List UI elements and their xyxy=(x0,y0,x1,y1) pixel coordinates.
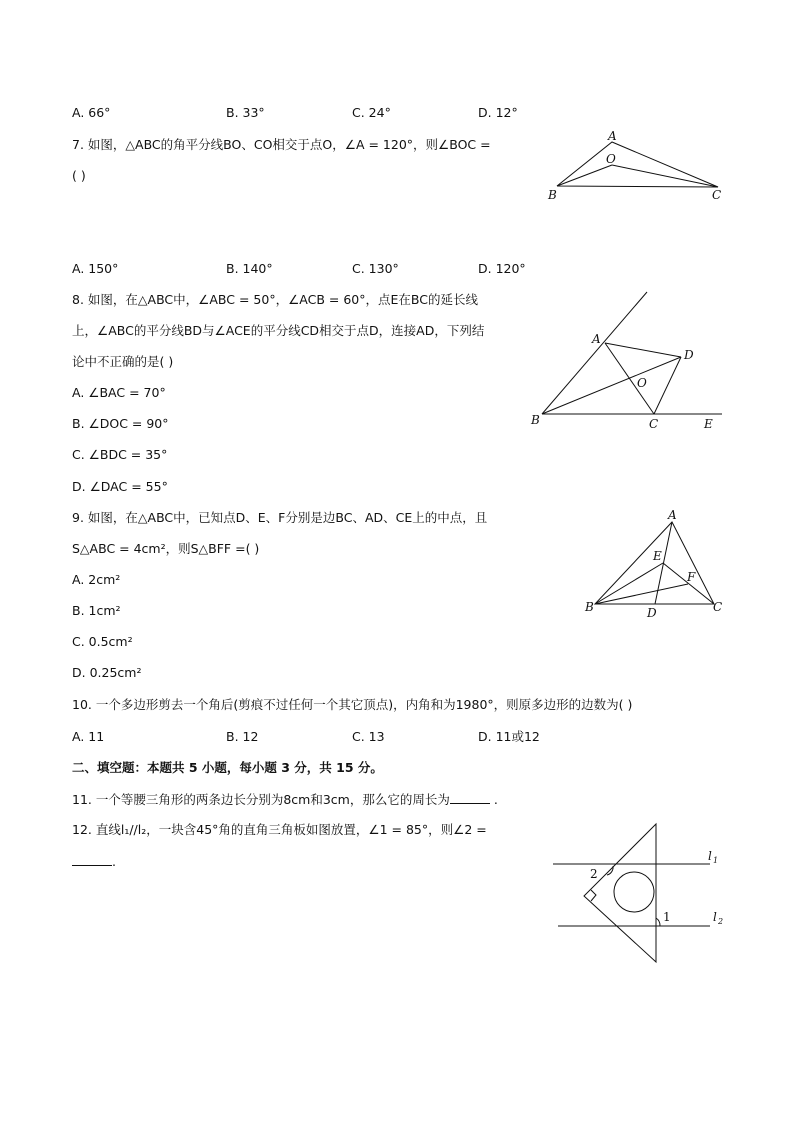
q7-label-o: O xyxy=(606,152,616,166)
q10-option-c: C. 13 xyxy=(352,729,385,744)
q7-option-b: B. 140° xyxy=(226,261,273,276)
q6-option-d: D. 12° xyxy=(478,105,518,120)
q8-stem-line2: 上，∠ABC的平分线BD与∠ACE的平分线CD相交于点D，连接AD，下列结 xyxy=(72,323,485,338)
q8-option-c: C. ∠BDC = 35° xyxy=(72,447,168,462)
q8-label-o: O xyxy=(637,376,647,390)
q12-answer-blank[interactable] xyxy=(72,853,112,866)
q7-label-c: C xyxy=(712,188,722,202)
q9-option-a: A. 2cm² xyxy=(72,572,121,587)
q8-stem-line1: 8. 如图，在△ABC中，∠ABC = 50°，∠ACB = 60°，点E在BC的延长线 xyxy=(72,292,478,307)
q12-l1-sub: 1 xyxy=(713,856,719,865)
q8-option-a: A. ∠BAC = 70° xyxy=(72,385,166,400)
q7-stem-line1: 7. 如图，△ABC的角平分线BO、CO相交于点O，∠A = 120°，则∠BOC = xyxy=(72,137,491,152)
q6-option-c: C. 24° xyxy=(352,105,391,120)
q12-line2 xyxy=(72,853,116,870)
q7-option-c: C. 130° xyxy=(352,261,399,276)
q8-stem-line3: 论中不正确的是( ) xyxy=(72,354,174,369)
q9-stem-line1: 9. 如图，在△ABC中，已知点D、E、F分别是边BC、AD、CE上的中点，且 xyxy=(72,510,488,525)
q7-label-b: B xyxy=(548,188,557,202)
q7-stem-line2: ( ) xyxy=(72,168,86,183)
q7-label-a: A xyxy=(608,129,617,143)
q8-label-d: D xyxy=(684,348,694,362)
q10-option-a: A. 11 xyxy=(72,729,105,744)
q6-option-b: B. 33° xyxy=(226,105,265,120)
q8-label-e: E xyxy=(704,417,713,431)
q9-label-d: D xyxy=(647,606,657,620)
q9-label-b: B xyxy=(585,600,594,614)
q9-figure xyxy=(580,505,730,620)
q8-label-a: A xyxy=(592,332,601,346)
q6-option-a: A. 66° xyxy=(72,105,111,120)
q10-stem: 10. 一个多边形剪去一个角后(剪痕不过任何一个其它顶点)，内角和为1980°，则原多边形的边数为( ) xyxy=(72,697,633,712)
q9-option-c: C. 0.5cm² xyxy=(72,634,133,649)
q9-stem-line2: S△ABC = 4cm²，则S△BFF =( ) xyxy=(72,541,260,556)
q8-label-b: B xyxy=(531,413,540,427)
q10-option-b: B. 12 xyxy=(226,729,259,744)
q11-tail: . xyxy=(493,792,498,807)
q9-label-a: A xyxy=(668,508,677,522)
q9-label-c: C xyxy=(713,600,723,614)
q12-tail: . xyxy=(112,854,116,869)
q7-option-a: A. 150° xyxy=(72,261,119,276)
q12-l1-label: l xyxy=(708,849,712,863)
q12-l2-sub: 2 xyxy=(718,917,724,926)
section2-heading: 二、填空题：本题共 5 小题，每小题 3 分，共 15 分。 xyxy=(72,760,383,775)
q8-option-b: B. ∠DOC = 90° xyxy=(72,416,169,431)
q11-line xyxy=(72,791,498,808)
q8-figure xyxy=(525,285,735,435)
q12-angle1-label: 1 xyxy=(663,910,671,924)
q12-figure xyxy=(550,820,730,970)
q8-label-c: C xyxy=(649,417,659,431)
q12-l2-label: l xyxy=(713,910,717,924)
q9-label-e: E xyxy=(653,549,662,563)
q9-option-d: D. 0.25cm² xyxy=(72,665,142,680)
q12-angle2-label: 2 xyxy=(590,867,598,881)
q10-option-d: D. 11或12 xyxy=(478,729,540,744)
q11-answer-blank[interactable] xyxy=(450,791,490,804)
q9-option-b: B. 1cm² xyxy=(72,603,121,618)
q7-option-d: D. 120° xyxy=(478,261,526,276)
q11-stem: 11. 一个等腰三角形的两条边长分别为8cm和3cm，那么它的周长为 xyxy=(72,792,450,807)
q9-label-f: F xyxy=(687,570,696,584)
q8-option-d: D. ∠DAC = 55° xyxy=(72,479,168,494)
q7-figure xyxy=(540,130,730,205)
q12-stem-line1: 12. 直线l₁//l₂，一块含45°角的直角三角板如图放置，∠1 = 85°，则∠2 = xyxy=(72,822,487,837)
